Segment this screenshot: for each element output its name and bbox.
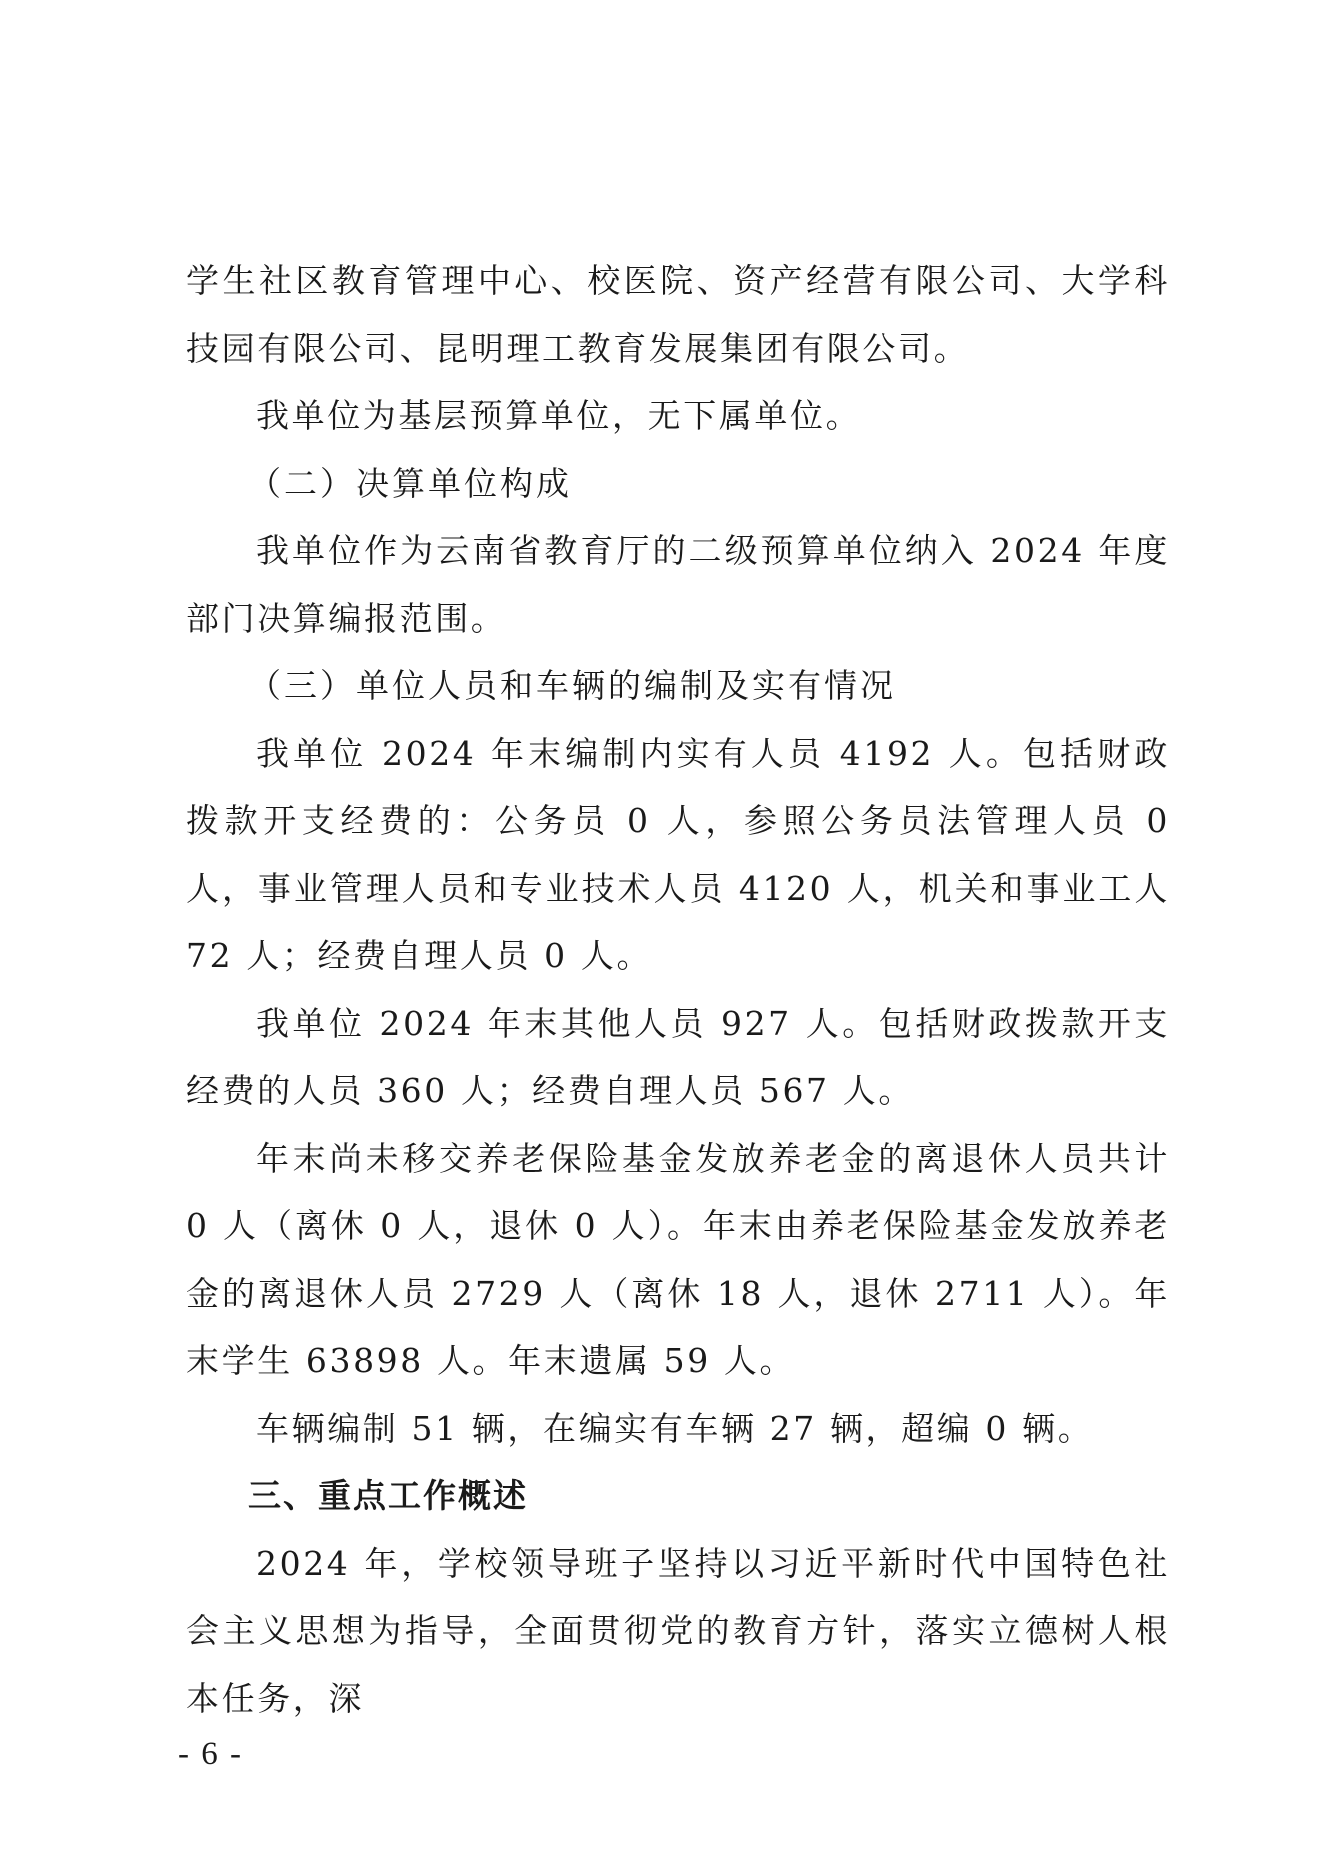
document-body	[186, 247, 1170, 1732]
paragraph-continuation: 学生社区教育管理中心、校医院、资产经营有限公司、大学科技园有限公司、昆明理工教育发展集团有限公司。	[186, 261, 1170, 368]
paragraph-staff-in-establishment: 我单位 2024 年末编制内实有人员 4192 人。包括财政拨款开支经费的：公务员 0 人，参照公务员法管理人员 0 人，事业管理人员和专业技术人员 4120 人，机关和事业工人 72 人；经费自理人员 0 人。	[186, 733, 1170, 975]
paragraph-vehicles: 车辆编制 51 辆，在编实有车辆 27 辆，超编 0 辆。	[256, 1408, 1094, 1448]
paragraph-other-staff: 我单位 2024 年末其他人员 927 人。包括财政拨款开支经费的人员 360 人；经费自理人员 567 人。	[186, 1003, 1170, 1110]
section-heading-final-accounts-composition: （二）决算单位构成	[248, 463, 572, 503]
section-heading-staff-and-vehicles: （三）单位人员和车辆的编制及实有情况	[248, 666, 896, 705]
paragraph-retirees-and-students: 年末尚未移交养老保险基金发放养老金的离退休人员共计 0 人（离休 0 人，退休 0 人）。年末由养老保险基金发放养老金的离退休人员 2729 人（离休 18 人，退休 2711 人）。年末学生 63898 人。年末遗属 59 人。	[186, 1138, 1170, 1380]
paragraph-final-accounts-scope: 我单位作为云南省教育厅的二级预算单位纳入 2024 年度部门决算编报范围。	[186, 531, 1170, 638]
paragraph-key-work: 2024 年，学校领导班子坚持以习近平新时代中国特色社会主义思想为指导，全面贯彻党的教育方针，落实立德树人根本任务，深	[186, 1543, 1170, 1718]
paragraph-budget-unit: 我单位为基层预算单位，无下属单位。	[256, 396, 862, 435]
page-number: - 6 -	[178, 1736, 243, 1772]
section-heading-key-work-overview: 三、重点工作概述	[248, 1476, 528, 1515]
